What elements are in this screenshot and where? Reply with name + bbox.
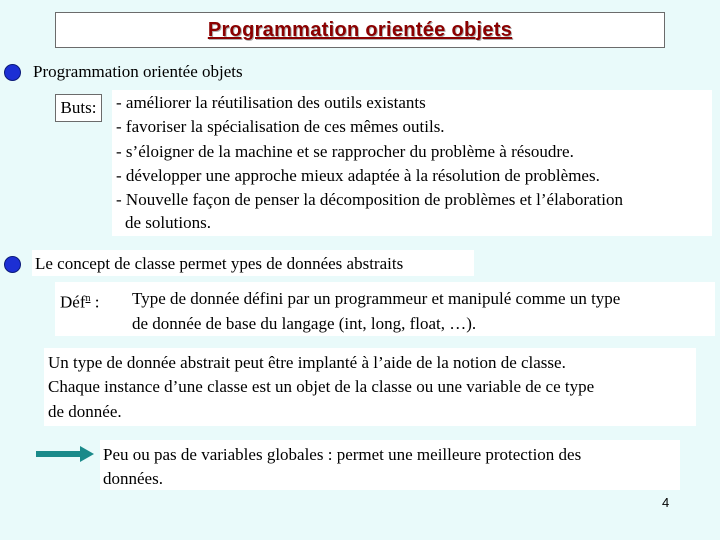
goal-item: - favoriser la spécialisation de ces mêmes outils. [116,117,445,136]
definition-line: Type de donnée défini par un programmeur et manipulé comme un type [132,289,621,308]
page-title: Programmation orientée objets [207,18,513,41]
section1-heading: Programmation orientée objets [33,62,243,81]
definition-label-sup: n [85,293,91,304]
arrow-shaft [36,451,82,457]
definition-label [60,287,99,314]
buts-label: Buts: [55,94,102,122]
definition-label-main: Déf [60,292,86,312]
arrow-head [80,446,94,462]
bullet-icon [4,64,21,81]
goal-item: - Nouvelle façon de penser la décomposition de problèmes et l’élaboration [116,190,623,209]
conclusion-line: Peu ou pas de variables globales : permet une meilleure protection des [103,445,582,464]
goal-item: de solutions. [125,213,211,232]
abstract-type-line: Un type de donnée abstrait peut être implanté à l’aide de la notion de classe. [48,353,566,372]
conclusion-line: données. [103,469,163,488]
definition-line: de donnée de base du langage (int, long, float, …). [132,314,477,333]
abstract-type-line: Chaque instance d’une classe est un objet de la classe ou une variable de ce type [48,377,595,396]
goal-item: - améliorer la réutilisation des outils existants [116,93,426,112]
abstract-type-line: de donnée. [48,402,122,421]
page-number: 4 [662,495,670,510]
arrow-right-icon [36,445,96,463]
section2-heading: Le concept de classe permet ypes de données abstraits [35,254,404,273]
definition-label-colon: : [90,292,100,312]
bullet-icon [4,256,21,273]
goal-item: - s’éloigner de la machine et se rapprocher du problème à résoudre. [116,142,574,161]
title-box [55,12,665,48]
goal-item: - développer une approche mieux adaptée à la résolution de problèmes. [116,166,600,185]
